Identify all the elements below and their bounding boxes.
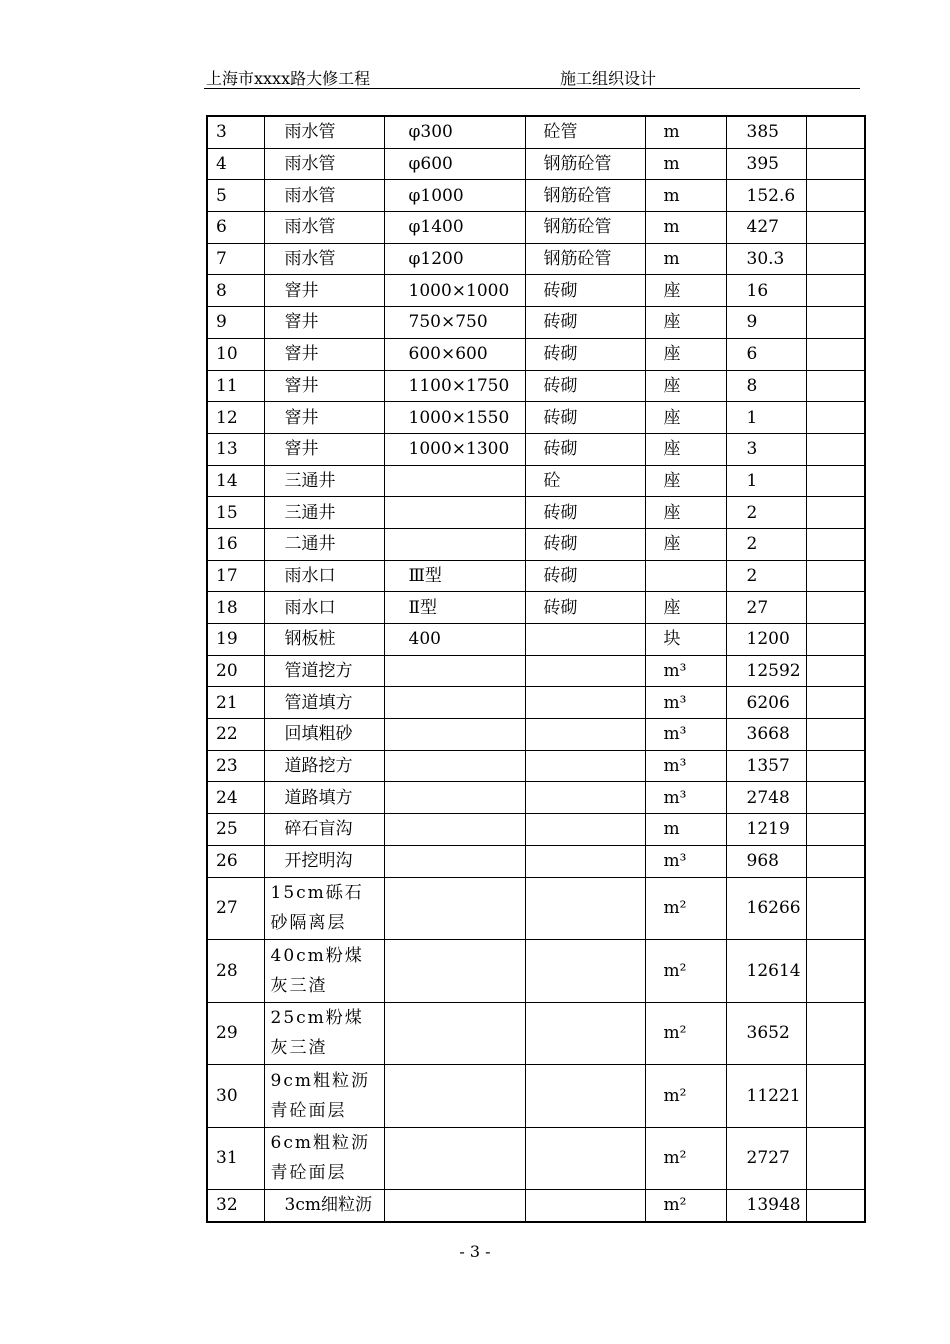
item-quantity: 12614 <box>726 940 806 1003</box>
header-project-title: 上海市xxxx路大修工程 <box>206 69 371 88</box>
table-row <box>207 814 865 846</box>
table-row <box>207 560 865 592</box>
item-material <box>525 877 645 940</box>
item-unit: 块 <box>645 624 726 656</box>
quantity-table <box>206 115 866 1223</box>
item-unit: m³ <box>645 719 726 751</box>
item-spec <box>384 1002 525 1065</box>
item-name: 40cm粉煤灰三渣 <box>264 940 384 1003</box>
item-remark <box>806 877 865 940</box>
item-spec <box>384 1127 525 1190</box>
item-unit: m³ <box>645 687 726 719</box>
item-material: 砖砌 <box>525 592 645 624</box>
row-number: 17 <box>207 560 264 592</box>
row-number: 12 <box>207 402 264 434</box>
item-spec <box>384 750 525 782</box>
item-unit: m³ <box>645 845 726 877</box>
item-material: 砖砌 <box>525 528 645 560</box>
table-row <box>207 433 865 465</box>
row-number: 5 <box>207 180 264 212</box>
row-number: 22 <box>207 719 264 751</box>
item-quantity: 1 <box>726 465 806 497</box>
item-spec <box>384 814 525 846</box>
row-number: 4 <box>207 148 264 180</box>
table-row <box>207 243 865 275</box>
item-quantity: 6206 <box>726 687 806 719</box>
item-name: 25cm粉煤灰三渣 <box>264 1002 384 1065</box>
row-number: 18 <box>207 592 264 624</box>
row-number: 31 <box>207 1127 264 1190</box>
item-remark <box>806 624 865 656</box>
table-row <box>207 212 865 244</box>
item-material: 钢筋砼管 <box>525 180 645 212</box>
item-unit: 座 <box>645 592 726 624</box>
item-unit: 座 <box>645 370 726 402</box>
item-unit: m² <box>645 1002 726 1065</box>
item-name: 碎石盲沟 <box>264 814 384 846</box>
item-material <box>525 1190 645 1222</box>
item-name: 窨井 <box>264 307 384 339</box>
item-name: 雨水管 <box>264 243 384 275</box>
item-quantity: 2727 <box>726 1127 806 1190</box>
item-quantity: 13948 <box>726 1190 806 1222</box>
row-number: 23 <box>207 750 264 782</box>
item-material: 砖砌 <box>525 370 645 402</box>
item-material <box>525 624 645 656</box>
table-row <box>207 1002 865 1065</box>
page-header <box>204 62 860 89</box>
row-number: 29 <box>207 1002 264 1065</box>
table-row <box>207 877 865 940</box>
item-material <box>525 940 645 1003</box>
item-remark <box>806 560 865 592</box>
item-quantity: 2 <box>726 560 806 592</box>
item-spec <box>384 528 525 560</box>
row-number: 16 <box>207 528 264 560</box>
item-unit: m² <box>645 877 726 940</box>
item-material <box>525 750 645 782</box>
item-quantity: 968 <box>726 845 806 877</box>
table-row <box>207 370 865 402</box>
item-remark <box>806 402 865 434</box>
item-unit: m² <box>645 1127 726 1190</box>
item-name: 15cm砾石砂隔离层 <box>264 877 384 940</box>
item-spec: φ300 <box>384 116 525 148</box>
item-name: 窨井 <box>264 370 384 402</box>
item-remark <box>806 275 865 307</box>
item-unit: m <box>645 180 726 212</box>
row-number: 30 <box>207 1065 264 1128</box>
table-row <box>207 655 865 687</box>
item-quantity: 8 <box>726 370 806 402</box>
item-remark <box>806 814 865 846</box>
item-material: 钢筋砼管 <box>525 243 645 275</box>
item-material: 钢筋砼管 <box>525 212 645 244</box>
item-name: 窨井 <box>264 433 384 465</box>
page-number: - 3 - <box>459 1242 491 1261</box>
item-material: 砖砌 <box>525 497 645 529</box>
table-row <box>207 687 865 719</box>
item-material <box>525 814 645 846</box>
item-unit: m <box>645 814 726 846</box>
item-name: 雨水管 <box>264 116 384 148</box>
item-unit: 座 <box>645 275 726 307</box>
item-name: 6cm粗粒沥青砼面层 <box>264 1127 384 1190</box>
table-row <box>207 180 865 212</box>
item-remark <box>806 750 865 782</box>
item-spec: 1000×1300 <box>384 433 525 465</box>
table-row <box>207 528 865 560</box>
item-spec <box>384 497 525 529</box>
row-number: 14 <box>207 465 264 497</box>
item-spec <box>384 465 525 497</box>
item-name: 窨井 <box>264 338 384 370</box>
row-number: 20 <box>207 655 264 687</box>
item-material: 砖砌 <box>525 307 645 339</box>
item-spec: 600×600 <box>384 338 525 370</box>
table-row <box>207 116 865 148</box>
row-number: 27 <box>207 877 264 940</box>
item-spec: 1000×1550 <box>384 402 525 434</box>
item-unit: 座 <box>645 465 726 497</box>
table-row <box>207 750 865 782</box>
item-spec: 400 <box>384 624 525 656</box>
row-number: 21 <box>207 687 264 719</box>
item-remark <box>806 719 865 751</box>
item-unit: m³ <box>645 655 726 687</box>
item-name: 回填粗砂 <box>264 719 384 751</box>
item-unit <box>645 560 726 592</box>
row-number: 26 <box>207 845 264 877</box>
header-section-title: 施工组织设计 <box>560 69 657 88</box>
item-spec: 750×750 <box>384 307 525 339</box>
item-spec <box>384 877 525 940</box>
table-row <box>207 782 865 814</box>
item-name: 开挖明沟 <box>264 845 384 877</box>
item-spec <box>384 1065 525 1128</box>
item-material <box>525 1065 645 1128</box>
item-quantity: 395 <box>726 148 806 180</box>
item-quantity: 2 <box>726 528 806 560</box>
item-material <box>525 655 645 687</box>
item-spec: Ⅱ型 <box>384 592 525 624</box>
table-row <box>207 148 865 180</box>
row-number: 11 <box>207 370 264 402</box>
item-spec <box>384 1190 525 1222</box>
item-quantity: 27 <box>726 592 806 624</box>
item-material <box>525 1127 645 1190</box>
item-name: 雨水管 <box>264 180 384 212</box>
item-remark <box>806 687 865 719</box>
row-number: 25 <box>207 814 264 846</box>
item-remark <box>806 1002 865 1065</box>
item-name: 窨井 <box>264 402 384 434</box>
item-material: 砼管 <box>525 116 645 148</box>
item-remark <box>806 1065 865 1128</box>
item-quantity: 3668 <box>726 719 806 751</box>
item-material: 砖砌 <box>525 338 645 370</box>
item-unit: m <box>645 212 726 244</box>
item-remark <box>806 592 865 624</box>
item-quantity: 30.3 <box>726 243 806 275</box>
item-unit: m² <box>645 1190 726 1222</box>
item-name: 道路挖方 <box>264 750 384 782</box>
item-name: 二通井 <box>264 528 384 560</box>
item-material: 砖砌 <box>525 402 645 434</box>
item-quantity: 9 <box>726 307 806 339</box>
item-remark <box>806 370 865 402</box>
table-row <box>207 402 865 434</box>
item-quantity: 385 <box>726 116 806 148</box>
item-name: 三通井 <box>264 465 384 497</box>
item-remark <box>806 528 865 560</box>
table-row <box>207 845 865 877</box>
item-quantity: 1200 <box>726 624 806 656</box>
item-name: 雨水口 <box>264 592 384 624</box>
item-spec: φ1400 <box>384 212 525 244</box>
table-row <box>207 307 865 339</box>
item-material: 砖砌 <box>525 560 645 592</box>
item-material <box>525 687 645 719</box>
item-quantity: 6 <box>726 338 806 370</box>
item-spec <box>384 687 525 719</box>
item-name: 管道填方 <box>264 687 384 719</box>
item-unit: m² <box>645 1065 726 1128</box>
item-unit: 座 <box>645 402 726 434</box>
item-unit: 座 <box>645 528 726 560</box>
item-name: 三通井 <box>264 497 384 529</box>
row-number: 6 <box>207 212 264 244</box>
item-unit: m³ <box>645 750 726 782</box>
item-spec <box>384 782 525 814</box>
item-quantity: 2748 <box>726 782 806 814</box>
item-remark <box>806 497 865 529</box>
item-spec: 1100×1750 <box>384 370 525 402</box>
item-remark <box>806 1127 865 1190</box>
item-remark <box>806 465 865 497</box>
item-remark <box>806 338 865 370</box>
item-quantity: 1357 <box>726 750 806 782</box>
table-row <box>207 719 865 751</box>
item-name: 管道挖方 <box>264 655 384 687</box>
row-number: 28 <box>207 940 264 1003</box>
item-remark <box>806 180 865 212</box>
row-number: 24 <box>207 782 264 814</box>
table-row <box>207 275 865 307</box>
item-remark <box>806 940 865 1003</box>
item-name: 窨井 <box>264 275 384 307</box>
item-spec <box>384 719 525 751</box>
item-quantity: 2 <box>726 497 806 529</box>
row-number: 19 <box>207 624 264 656</box>
item-name: 3cm细粒沥 <box>264 1190 384 1222</box>
item-material: 砼 <box>525 465 645 497</box>
table-row <box>207 592 865 624</box>
item-remark <box>806 845 865 877</box>
table-row <box>207 338 865 370</box>
row-number: 15 <box>207 497 264 529</box>
row-number: 13 <box>207 433 264 465</box>
item-remark <box>806 433 865 465</box>
item-unit: m <box>645 243 726 275</box>
item-quantity: 152.6 <box>726 180 806 212</box>
item-quantity: 427 <box>726 212 806 244</box>
item-spec: Ⅲ型 <box>384 560 525 592</box>
table-row <box>207 1065 865 1128</box>
item-remark <box>806 782 865 814</box>
item-remark <box>806 116 865 148</box>
item-material <box>525 719 645 751</box>
row-number: 3 <box>207 116 264 148</box>
item-spec: 1000×1000 <box>384 275 525 307</box>
item-spec <box>384 940 525 1003</box>
item-material: 砖砌 <box>525 275 645 307</box>
item-spec: φ1200 <box>384 243 525 275</box>
item-quantity: 3 <box>726 433 806 465</box>
item-unit: m <box>645 116 726 148</box>
item-quantity: 11221 <box>726 1065 806 1128</box>
item-unit: 座 <box>645 497 726 529</box>
item-quantity: 12592 <box>726 655 806 687</box>
item-material <box>525 782 645 814</box>
item-name: 9cm粗粒沥青砼面层 <box>264 1065 384 1128</box>
item-remark <box>806 212 865 244</box>
row-number: 32 <box>207 1190 264 1222</box>
item-spec: φ1000 <box>384 180 525 212</box>
table-row <box>207 497 865 529</box>
item-spec: φ600 <box>384 148 525 180</box>
table-row <box>207 465 865 497</box>
item-material: 砖砌 <box>525 433 645 465</box>
item-material: 钢筋砼管 <box>525 148 645 180</box>
item-unit: m² <box>645 940 726 1003</box>
table-row <box>207 624 865 656</box>
table-row <box>207 1127 865 1190</box>
item-quantity: 1 <box>726 402 806 434</box>
item-remark <box>806 243 865 275</box>
item-spec <box>384 655 525 687</box>
item-remark <box>806 148 865 180</box>
table-row <box>207 1190 865 1222</box>
item-quantity: 3652 <box>726 1002 806 1065</box>
item-name: 雨水口 <box>264 560 384 592</box>
quantity-table-body <box>207 116 865 1222</box>
item-name: 雨水管 <box>264 148 384 180</box>
item-remark <box>806 307 865 339</box>
item-unit: 座 <box>645 433 726 465</box>
item-spec <box>384 845 525 877</box>
item-remark <box>806 1190 865 1222</box>
row-number: 10 <box>207 338 264 370</box>
item-unit: m <box>645 148 726 180</box>
row-number: 8 <box>207 275 264 307</box>
item-unit: m³ <box>645 782 726 814</box>
row-number: 9 <box>207 307 264 339</box>
item-name: 钢板桩 <box>264 624 384 656</box>
table-row <box>207 940 865 1003</box>
item-name: 雨水管 <box>264 212 384 244</box>
item-material <box>525 1002 645 1065</box>
item-name: 道路填方 <box>264 782 384 814</box>
item-quantity: 16 <box>726 275 806 307</box>
item-quantity: 16266 <box>726 877 806 940</box>
item-quantity: 1219 <box>726 814 806 846</box>
item-remark <box>806 655 865 687</box>
row-number: 7 <box>207 243 264 275</box>
item-unit: 座 <box>645 338 726 370</box>
item-unit: 座 <box>645 307 726 339</box>
item-material <box>525 845 645 877</box>
